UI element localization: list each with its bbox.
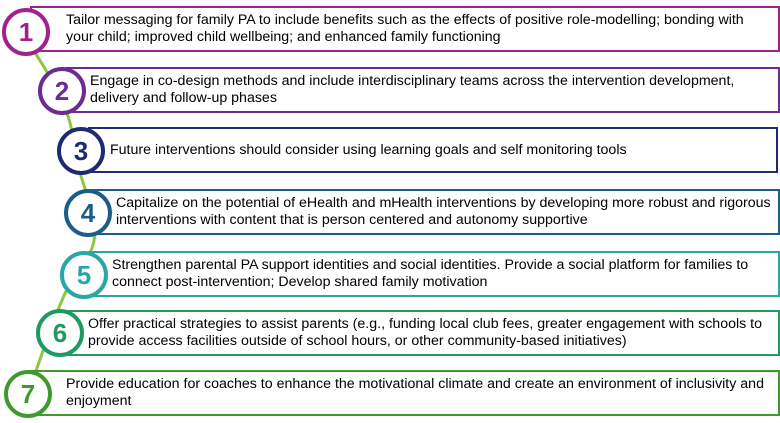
step-7-text: Provide education for coaches to enhance the motivational climate and create an environment of inclusivity and enjoyment <box>66 376 764 409</box>
step-4-circle <box>64 189 112 237</box>
step-2-box <box>66 67 780 113</box>
step-1-box <box>30 6 780 52</box>
step-1-circle <box>2 8 50 56</box>
step-2-number: 2 <box>54 75 70 106</box>
step-1-text: Tailor messaging for family PA to include benefits such as the effects of positive role-modelling; bonding with your child; improved child wellbeing; and enhanced family functioning <box>66 12 744 45</box>
step-5-box <box>88 251 780 297</box>
step-2-circle <box>38 67 86 115</box>
step-6-text: Offer practical strategies to assist parents (e.g., funding local club fees, greater engagement with schools to provide access facilities outside of school hours, or other community-based initiatives) <box>88 316 763 349</box>
step-2-text: Engage in co-design methods and include interdisciplinary teams across the intervention development, delivery and follow-up phases <box>90 73 735 106</box>
step-3-number: 3 <box>73 135 89 166</box>
step-5-number: 5 <box>76 259 92 290</box>
step-6-number: 6 <box>52 317 68 348</box>
step-3-box <box>88 127 778 173</box>
step-6-circle <box>36 309 84 357</box>
step-3-circle <box>57 127 105 175</box>
step-7-circle <box>4 370 52 418</box>
step-7-box <box>30 370 780 416</box>
step-3-text: Future interventions should consider using learning goals and self monitoring tools <box>110 141 627 158</box>
step-6-box <box>64 310 780 356</box>
step-1-number: 1 <box>18 16 34 47</box>
step-5-text: Strengthen parental PA support identities and social identities. Provide a social platform for families to connect post-intervention; Develop shared family motivation <box>112 257 749 290</box>
step-5-circle <box>60 251 108 299</box>
step-7-number: 7 <box>20 378 36 409</box>
step-4-text: Capitalize on the potential of eHealth and mHealth interventions by developing more robust and rigorous interventions with content that is person centered and autonomy supportive <box>116 195 771 228</box>
step-4-number: 4 <box>80 197 96 228</box>
step-4-box <box>90 189 780 235</box>
